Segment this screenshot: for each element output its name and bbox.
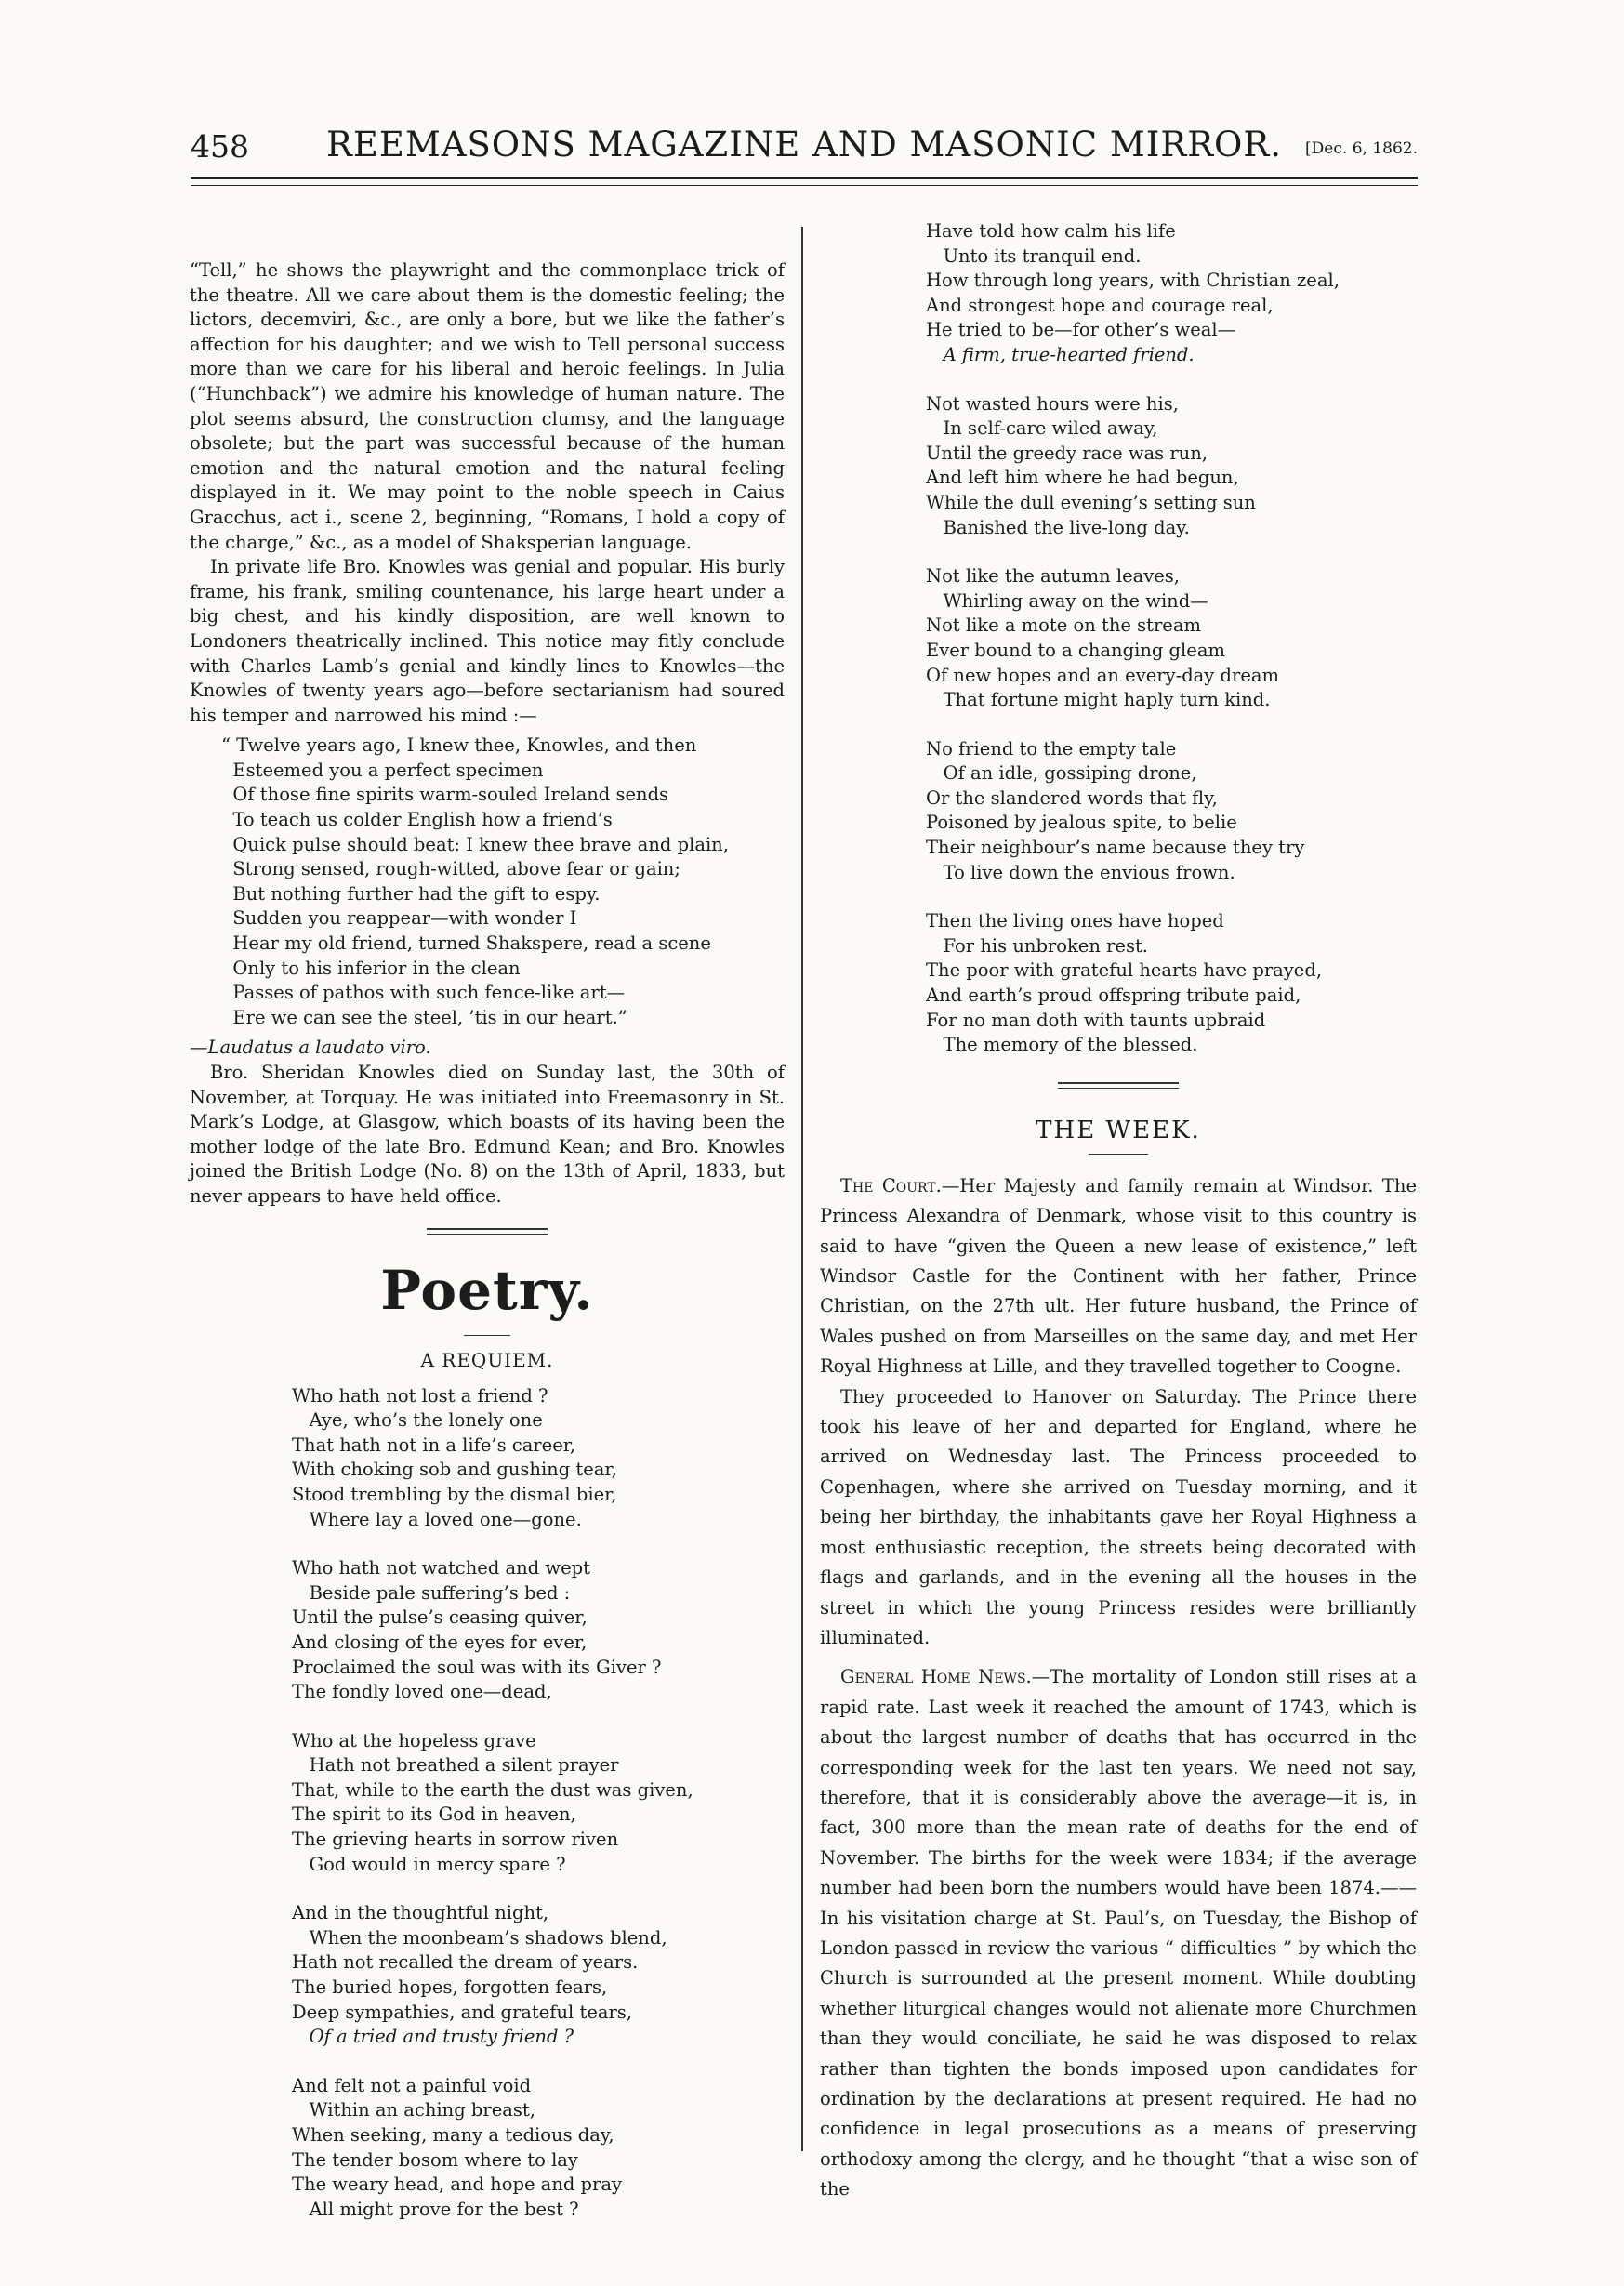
verse-line: That, while to the earth the dust was given, bbox=[292, 1778, 693, 1801]
verse-line: Who hath not lost a friend ? bbox=[292, 1384, 548, 1407]
quote-line: Quick pulse should beat: I knew thee brave and plain, bbox=[221, 833, 729, 855]
poem-stanza bbox=[926, 737, 1417, 886]
poem-stanza bbox=[292, 1556, 785, 1705]
verse-line: Unto its tranquil end. bbox=[926, 244, 1142, 267]
week-title: THE WEEK. bbox=[1036, 1116, 1201, 1144]
verse-line: And in the thoughtful night, bbox=[292, 1902, 549, 1924]
issue-date: [Dec. 6, 1862. bbox=[1305, 139, 1418, 158]
poem-title: A REQUIEM. bbox=[420, 1348, 554, 1371]
verse-line: Poisoned by jealous spite, to belie bbox=[926, 812, 1237, 834]
verse-line: And earth’s proud offspring tribute paid, bbox=[926, 984, 1301, 1007]
right-column bbox=[820, 219, 1417, 2205]
page-header bbox=[191, 119, 1418, 175]
verse-line: Stood trembling by the dismal bier, bbox=[292, 1483, 617, 1505]
verse-line: The weary head, and hope and pray bbox=[292, 2174, 622, 2196]
verse-line: That fortune might haply turn kind. bbox=[926, 689, 1271, 711]
verse-line: Until the pulse’s ceasing quiver, bbox=[292, 1606, 588, 1629]
poem-stanza bbox=[926, 564, 1417, 713]
knowles-paragraph-1: “Tell,” he shows the playwright and the commonplace trick of the theatre. All we care about them is the domestic feeling; the lictors, decemviri, &c., are only a bore, but we like the father’s affection for his daughter; and we wish to Tell personal success more than we care for his liberal and heroic feelings. In Julia (“Hunchback”) we admire his knowledge of human nature. The plot seems absurd, the construction clumsy, and the language obsolete; but the part was successful because of the human emotion and the natural emotion and the natural feeling displayed in it. We may point to the noble speech in Caius Gracchus, act i., scene 2, beginning, “Romans, I hold a copy of the charge,” &c., as a model of Shaksperian language. bbox=[190, 259, 785, 553]
requiem-poem-continued bbox=[926, 219, 1417, 1058]
poem-stanza bbox=[926, 219, 1417, 368]
requiem-poem bbox=[292, 1384, 785, 2223]
verse-line: Who at the hopeless grave bbox=[292, 1729, 536, 1751]
poetry-heading: Poetry. bbox=[380, 1258, 594, 1322]
court-paragraph-2: They proceeded to Hanover on Saturday. The Prince there took his leave of her and departed for England, where he arrived on Wednesday last. The Princess proceeded to Copenhagen, where she arrived on Tuesday morning, and it being her birthday, the inhabitants gave her Royal Highness a most enthusiastic reception, the streets being decorated with flags and garlands, and in the evening all the houses in the street in which the young Princess resides were brilliantly illuminated. bbox=[820, 1385, 1417, 1648]
poem-stanza bbox=[292, 1901, 785, 2050]
knowles-paragraph-3: Bro. Sheridan Knowles died on Sunday last, the 30th of November, at Torquay. He was initiated into Freemasonry in St. Mark’s Lodge, at Glasgow, which boasts of its having been the mother lodge of the late Bro. Edmund Kean; and Bro. Knowles joined the British Lodge (No. 8) on the 13th of April, 1833, but never appears to have held office. bbox=[190, 1062, 785, 1207]
poem-stanza bbox=[926, 392, 1417, 541]
verse-line: Of new hopes and an every-day dream bbox=[926, 664, 1279, 686]
verse-line: Hath not recalled the dream of years. bbox=[292, 1951, 639, 1974]
short-rule bbox=[464, 1335, 510, 1336]
verse-line: The tender bosom where to lay bbox=[292, 2148, 578, 2171]
quote-line: Hear my old friend, turned Shakspere, read a scene bbox=[221, 932, 711, 955]
verse-line: Who hath not watched and wept bbox=[292, 1557, 590, 1579]
home-news-paragraph bbox=[820, 1662, 1417, 2204]
verse-line: When the moonbeam’s shadows blend, bbox=[292, 1926, 667, 1949]
quote-line: Sudden you reappear—with wonder I bbox=[221, 907, 577, 930]
verse-line: All might prove for the best ? bbox=[292, 2198, 579, 2220]
verse-line: The memory of the blessed. bbox=[926, 1034, 1198, 1056]
verse-line: The fondly loved one—dead, bbox=[292, 1681, 552, 1703]
poem-stanza bbox=[292, 1729, 785, 1878]
verse-line: For no man doth with taunts upbraid bbox=[926, 1009, 1266, 1031]
verse-line: Beside pale suffering’s bed : bbox=[292, 1581, 571, 1604]
quote-line: Esteemed you a perfect specimen bbox=[221, 759, 544, 781]
verse-line: Then the living ones have hoped bbox=[926, 910, 1224, 932]
section-separator bbox=[427, 1228, 548, 1235]
quote-line: “ Twelve years ago, I knew thee, Knowles, and then bbox=[221, 734, 697, 757]
verse-line: The spirit to its God in heaven, bbox=[292, 1804, 576, 1826]
verse-line: Within an aching breast, bbox=[292, 2099, 535, 2121]
quote-line: To teach us colder English how a friend’s bbox=[221, 809, 613, 831]
poem-stanza bbox=[292, 1384, 785, 1533]
magazine-title: REEMASONS MAGAZINE AND MASONIC MIRROR. bbox=[325, 125, 1283, 165]
verse-line: Deep sympathies, and grateful tears, bbox=[292, 2001, 633, 2023]
verse-line: The grieving hearts in sorrow riven bbox=[292, 1829, 619, 1851]
verse-line: Not wasted hours were his, bbox=[926, 392, 1179, 415]
verse-line: And felt not a painful void bbox=[292, 2074, 532, 2096]
poem-stanza bbox=[926, 909, 1417, 1058]
short-rule bbox=[1089, 1154, 1148, 1155]
court-text: —Her Majesty and family remain at Windsor. The Princess Alexandra of Denmark, whose visit to this country is said to have “given the Queen a new lease of existence,” left Windsor Castle for the Continent with her father, Prince Christian, on the 27th ult. Her future husband, the Prince of Wales pushed on from Marseilles on the same day, and met Her Royal Highness at Lille, and they travelled together to Coogne. bbox=[820, 1174, 1417, 1378]
verse-line: Ever bound to a changing gleam bbox=[926, 639, 1225, 661]
verse-line: To live down the envious frown. bbox=[926, 861, 1235, 883]
verse-line: Proclaimed the soul was with its Giver ? bbox=[292, 1656, 662, 1678]
quote-line: Of those fine spirits warm-souled Ireland sends bbox=[221, 784, 669, 806]
knowles-paragraph-2: In private life Bro. Knowles was genial and popular. His burly frame, his frank, smiling countenance, his large heart under a big chest, and his kindly disposition, are well known to Londoners theatrically inclined. This notice may fitly conclude with Charles Lamb’s genial and kindly lines to Knowles—the Knowles of twenty years ago—before sectarianism had soured his temper and narrowed his mind :— bbox=[190, 556, 785, 726]
quote-line: Ere we can see the steel, ’tis in our heart.” bbox=[221, 1006, 627, 1028]
verse-line: He tried to be—for other’s weal— bbox=[926, 319, 1236, 341]
verse-line: God would in mercy spare ? bbox=[292, 1853, 566, 1875]
verse-line: When seeking, many a tedious day, bbox=[292, 2124, 614, 2146]
page-number: 458 bbox=[191, 128, 249, 165]
header-rule bbox=[191, 177, 1418, 186]
quote-line: Passes of pathos with such fence-like art— bbox=[221, 982, 626, 1004]
verse-line: Or the slandered words that fly, bbox=[926, 786, 1218, 809]
column-divider bbox=[801, 227, 803, 2151]
verse-line: Banished the live-long day. bbox=[926, 516, 1190, 538]
verse-line: Until the greedy race was run, bbox=[926, 442, 1208, 464]
quote-line: Strong sensed, rough-witted, above fear or gain; bbox=[221, 858, 680, 880]
verse-line: Have told how calm his life bbox=[926, 220, 1176, 242]
verse-line: Hath not breathed a silent prayer bbox=[292, 1754, 619, 1777]
verse-line: Whirling away on the wind— bbox=[926, 589, 1208, 612]
lamb-quote bbox=[221, 733, 785, 1030]
quote-attribution: —Laudatus a laudato viro. bbox=[190, 1037, 431, 1059]
section-separator bbox=[1058, 1082, 1179, 1089]
verse-line: And closing of the eyes for ever, bbox=[292, 1631, 588, 1653]
verse-line: While the dull evening’s setting sun bbox=[926, 491, 1256, 513]
verse-line: Not like a mote on the stream bbox=[926, 614, 1201, 637]
court-lead: The Court. bbox=[840, 1174, 942, 1196]
court-paragraph bbox=[820, 1171, 1417, 1382]
verse-line: That hath not in a life’s career, bbox=[292, 1434, 576, 1456]
verse-line: How through long years, with Christian zeal, bbox=[926, 270, 1340, 292]
left-column bbox=[190, 258, 785, 2246]
verse-line: Aye, who’s the lonely one bbox=[292, 1409, 543, 1432]
home-news-text: —The mortality of London still rises at a rapid rate. Last week it reached the amount of 1743, which is about the largest number of deaths that has occurred in the corresponding week for the last ten years. We need not say, therefore, that it is considerably above the average—it is, in fact, 300 more than the mean rate of deaths for the end of November. The births for the week were 1834; if the average number had been born the numbers would have been 1874.—— In his visitation charge at St. Paul’s, on Tuesday, the Bishop of London passed in review the various “ difficulties ” by which the Church is surrounded at the present moment. While doubting whether liturgical changes would not alienate more Churchmen than they would conciliate, he said he was disposed to relax rather than tighten the bonds imposed upon candidates for ordination by the declarations at present required. He had no confidence in legal prosecutions as a means of preserving orthodoxy among the clergy, and he thought “that a wise son of the bbox=[820, 1666, 1417, 2200]
verse-line: Where lay a loved one—gone. bbox=[292, 1508, 582, 1530]
verse-line: For his unbroken rest. bbox=[926, 934, 1148, 957]
verse-line: With choking sob and gushing tear, bbox=[292, 1459, 617, 1481]
verse-line: Of a tried and trusty friend ? bbox=[292, 2026, 574, 2048]
verse-line: The poor with grateful hearts have prayed, bbox=[926, 959, 1323, 982]
quote-line: But nothing further had the gift to espy. bbox=[221, 882, 601, 905]
poem-stanza bbox=[292, 2074, 785, 2223]
verse-line: The buried hopes, forgotten fears, bbox=[292, 1976, 608, 1999]
verse-line: Their neighbour’s name because they try bbox=[926, 837, 1305, 859]
verse-line: And left him where he had begun, bbox=[926, 467, 1239, 489]
verse-line: Not like the autumn leaves, bbox=[926, 565, 1180, 588]
home-news-lead: General Home News. bbox=[840, 1666, 1032, 1688]
verse-line: A firm, true-hearted friend. bbox=[926, 343, 1195, 365]
verse-line: And strongest hope and courage real, bbox=[926, 294, 1274, 316]
verse-line: Of an idle, gossiping drone, bbox=[926, 762, 1197, 785]
quote-line: Only to his inferior in the clean bbox=[221, 957, 521, 979]
verse-line: In self-care wiled away, bbox=[926, 417, 1158, 440]
verse-line: No friend to the empty tale bbox=[926, 737, 1177, 760]
